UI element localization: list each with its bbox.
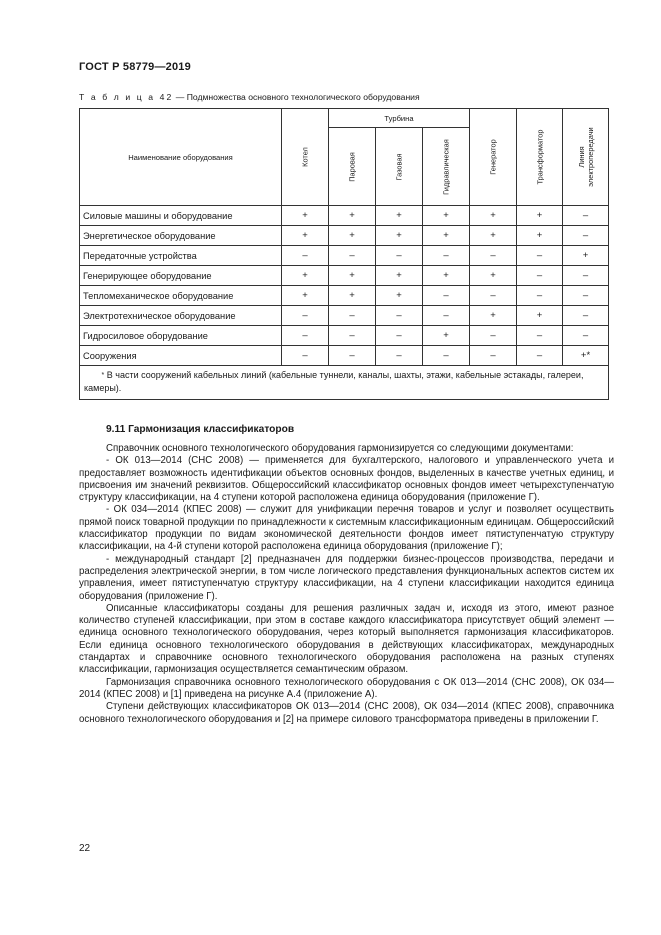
cell-value: –	[282, 306, 329, 326]
cell-value: +	[282, 266, 329, 286]
cell-value: –	[470, 286, 517, 306]
table-row	[80, 306, 609, 326]
cell-value: –	[376, 346, 423, 366]
cell-value: –	[517, 246, 563, 266]
cell-value: –	[423, 306, 470, 326]
table-caption-text: — Подмножества основного технологического оборудования	[173, 92, 420, 102]
row-name: Энергетическое оборудование	[80, 226, 282, 246]
col-header-transformator-text: Трансформатор	[535, 129, 545, 185]
cell-value: +	[282, 286, 329, 306]
cell-value: –	[517, 326, 563, 346]
cell-value: +	[517, 306, 563, 326]
col-header-gazovaya-text: Газовая	[394, 153, 404, 180]
cell-value: –	[329, 246, 376, 266]
paragraph: Описанные классификаторы созданы для решения различных задач и, исходя из этого, имеют разное количество ступеней классификации, при этом в составе каждого классификатора присутствует общий элемент — единица основного технологического оборудования, через который выполняется гармонизация классификаторов. Если единица основного технологического оборудования в действующих классификаторах, международных стандартах и справочнике основного технологического оборудования расположена на разных ступенях классификации, гармонизация осуществляется семантическим образом.	[79, 602, 614, 676]
table-row	[80, 206, 609, 226]
cell-value: +	[329, 226, 376, 246]
col-header-transformator	[517, 109, 563, 206]
cell-value: –	[470, 346, 517, 366]
row-name: Силовые машины и оборудование	[80, 206, 282, 226]
paragraph: Гармонизация справочника основного технологического оборудования с ОК 013—2014 (СНС 2008), ОК 034—2014 (КПЕС 2008) и [1] приведена на рисунке А.4 (приложение А).	[79, 676, 614, 700]
cell-value: +	[282, 206, 329, 226]
cell-value: +	[470, 266, 517, 286]
cell-value: +	[376, 206, 423, 226]
col-header-gazovaya	[376, 128, 423, 206]
table-row	[80, 266, 609, 286]
cell-value: –	[563, 266, 609, 286]
row-name: Тепломеханическое оборудование	[80, 286, 282, 306]
cell-value: –	[470, 326, 517, 346]
col-header-turbine-group: Турбина	[329, 109, 470, 128]
footnote-marker: *	[101, 372, 105, 379]
cell-value: –	[376, 326, 423, 346]
paragraph: Ступени действующих классификаторов ОК 013—2014 (СНС 2008), ОК 034—2014 (КПЕС 2008), справочника основного технологического оборудования и [2] на примере силового трансформатора приведены в приложении Г.	[79, 701, 614, 725]
col-header-liniya-line2: электропередачи	[585, 127, 595, 187]
cell-value: –	[423, 346, 470, 366]
footnote-text: В части сооружений кабельных линий (кабельные туннели, каналы, шахты, этажи, кабельные эстакады, галереи, камеры).	[84, 370, 584, 393]
table-row	[80, 326, 609, 346]
table-row	[80, 286, 609, 306]
cell-value: –	[470, 246, 517, 266]
cell-value: –	[563, 206, 609, 226]
cell-value: –	[376, 246, 423, 266]
equipment-subsets-table	[79, 108, 609, 400]
cell-value: +	[470, 206, 517, 226]
col-header-kotel	[282, 109, 329, 206]
cell-value: –	[329, 346, 376, 366]
row-name: Передаточные устройства	[80, 246, 282, 266]
cell-value: –	[563, 306, 609, 326]
cell-value: –	[517, 286, 563, 306]
cell-value: +	[329, 266, 376, 286]
cell-value: –	[282, 346, 329, 366]
table-note-row	[80, 366, 609, 400]
row-name: Генерирующее оборудование	[80, 266, 282, 286]
col-header-kotel-text: Котел	[300, 147, 310, 167]
document-code: ГОСТ Р 58779—2019	[79, 61, 191, 73]
cell-value: +	[423, 226, 470, 246]
col-header-gidravl-text: Гидравлическая	[441, 138, 451, 195]
cell-value: +	[423, 266, 470, 286]
paragraph: Справочник основного технологического оборудования гармонизируется со следующими документами:	[106, 443, 574, 454]
table-row	[80, 346, 609, 366]
cell-value: +	[329, 286, 376, 306]
col-header-gidravl	[423, 128, 470, 206]
page-number: 22	[79, 843, 91, 854]
cell-value: +*	[563, 346, 609, 366]
cell-value: +	[563, 246, 609, 266]
row-name: Гидросиловое оборудование	[80, 326, 282, 346]
section-title: 9.11 Гармонизация классификаторов	[106, 424, 295, 435]
col-header-generator	[470, 109, 517, 206]
cell-value: –	[563, 226, 609, 246]
cell-value: –	[517, 346, 563, 366]
col-header-liniya-line1: Линия	[576, 146, 586, 168]
table-caption	[79, 92, 420, 102]
cell-value: +	[470, 226, 517, 246]
col-header-parovaya	[329, 128, 376, 206]
paragraph: - ОК 034—2014 (КПЕС 2008) — служит для унификации перечня товаров и услуг и позволяет осуществить прямой поиск товарной продукции по принадлежности к системным классификационным единицам. Общероссийский классификатор продукции по видам экономической деятельности фондов имеет пятиступенчатую структуру классификации, на 4-й ступени которой расположена единица оборудования (приложение Г);	[79, 504, 614, 553]
cell-value: –	[376, 306, 423, 326]
cell-value: +	[282, 226, 329, 246]
paragraph: - международный стандарт [2] предназначен для поддержки бизнес-процессов производства, передачи и распределения электрической энергии, в том числе логического представления функциональных аспектов систем их управления, имеет пятиступенчатую структуру классификации, на 4 ступени классификации находится единица оборудования (приложение Г).	[79, 553, 614, 602]
table-row	[80, 246, 609, 266]
col-header-liniya	[563, 109, 609, 206]
row-name: Электротехническое оборудование	[80, 306, 282, 326]
row-name: Сооружения	[80, 346, 282, 366]
cell-value: –	[517, 266, 563, 286]
col-header-generator-text: Генератор	[488, 139, 498, 175]
table-row	[80, 226, 609, 246]
cell-value: +	[470, 306, 517, 326]
cell-value: –	[329, 326, 376, 346]
cell-value: –	[282, 246, 329, 266]
cell-value: +	[517, 206, 563, 226]
cell-value: +	[329, 206, 376, 226]
cell-value: +	[517, 226, 563, 246]
col-header-liniya-text	[577, 127, 595, 186]
col-header-parovaya-text: Паровая	[347, 151, 357, 182]
paragraph: - ОК 013—2014 (СНС 2008) — применяется для бухгалтерского, налогового и управленческого учета и предоставляет возможность идентификации объектов основных фондов, выделенных в качестве учетных единиц, и присвоения им значений реквизитов. Общероссийский классификатор основных фондов имеет четырехступенчатую структуру классификации, на 4 ступени которой расположена единица оборудования (приложение Г).	[79, 455, 614, 504]
col-header-name: Наименование оборудования	[80, 109, 282, 206]
cell-value: –	[423, 286, 470, 306]
table-caption-label: Т а б л и ц а 42	[79, 92, 174, 102]
section-body	[79, 443, 614, 726]
cell-value: +	[423, 206, 470, 226]
cell-value: –	[329, 306, 376, 326]
cell-value: +	[376, 286, 423, 306]
cell-value: +	[423, 326, 470, 346]
cell-value: –	[563, 286, 609, 306]
cell-value: –	[423, 246, 470, 266]
cell-value: –	[563, 326, 609, 346]
table-footnote	[80, 366, 609, 400]
cell-value: –	[282, 326, 329, 346]
cell-value: +	[376, 226, 423, 246]
cell-value: +	[376, 266, 423, 286]
